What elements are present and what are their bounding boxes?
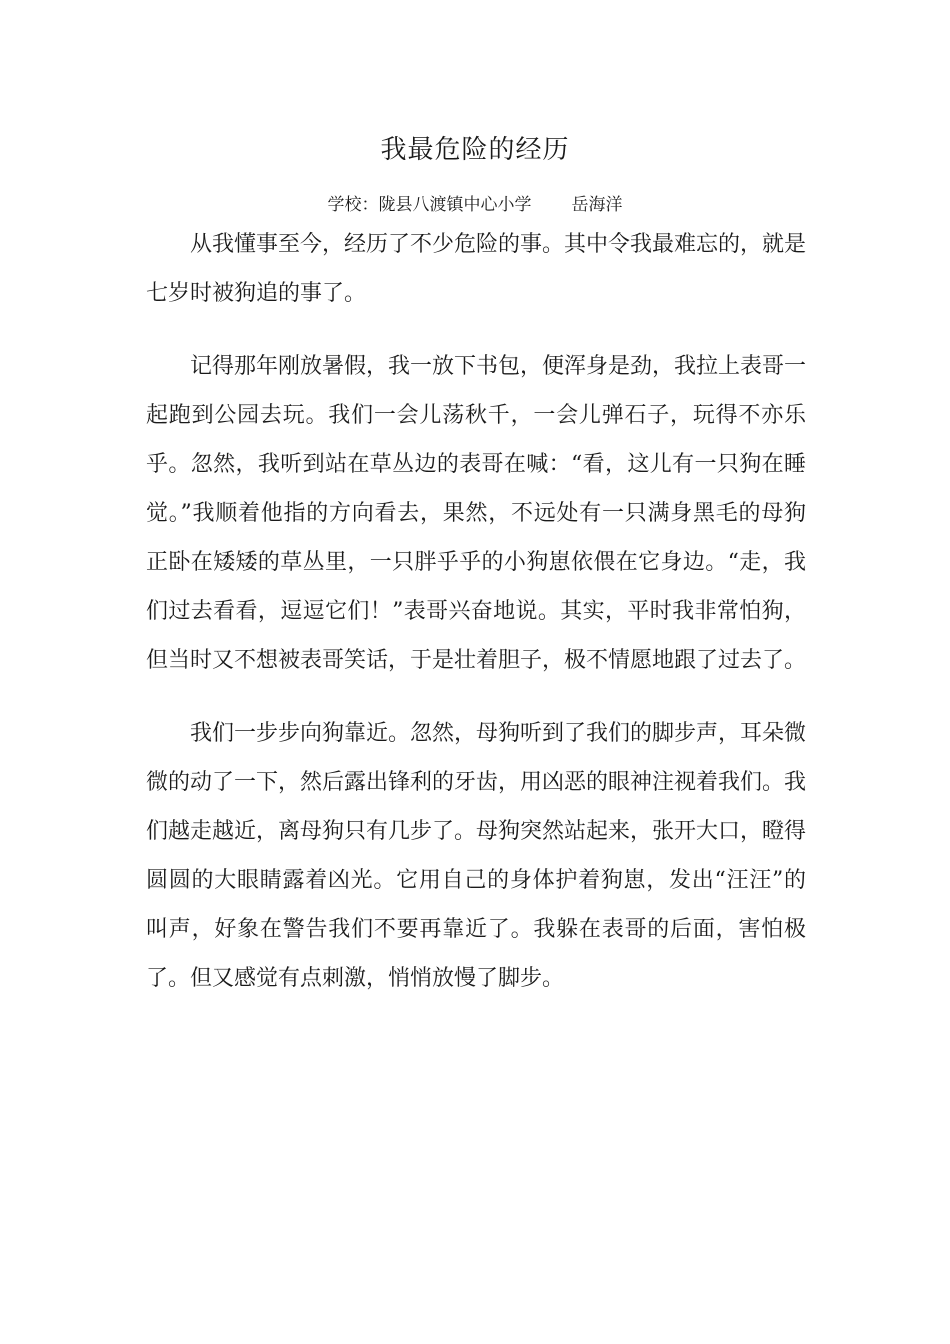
page-title: 我最危险的经历 <box>380 135 570 165</box>
paragraph-3: 我们一步步向狗靠近。忽然，母狗听到了我们的脚步声，耳朵微微的动了一下，然后露出锋利的牙齿，用凶恶的眼神注视着我们。我们越走越近，离母狗只有几步了。母狗突然站起来，张开大口，瞪得圆圆的大眼睛露着凶光。它用自己的身体护着狗崽，发出“汪汪”的叫声，好象在警告我们不要再靠近了。我躲在表哥的后面，害怕极了。但又感觉有点刺激，悄悄放慢了脚步。 <box>146 721 807 991</box>
author-name: 岳海洋 <box>571 195 623 215</box>
byline <box>0 191 950 219</box>
paragraph-2: 记得那年刚放暑假，我一放下书包，便浑身是劲，我拉上表哥一起跑到公园去玩。我们一会儿荡秋千，一会儿弹石子，玩得不亦乐乎。忽然，我听到站在草丛边的表哥在喊：“看，这儿有一只狗在睡觉。”我顺着他指的方向看去，果然，不远处有一只满身黑毛的母狗正卧在矮矮的草丛里，一只胖乎乎的小狗崽依偎在它身边。“走，我们过去看看，逗逗它们！”表哥兴奋地说。其实，平时我非常怕狗，但当时又不想被表哥笑话，于是壮着胆子，极不情愿地跟了过去了。 <box>146 354 807 673</box>
essay-body <box>146 220 806 1003</box>
school-name: 学校：陇县八渡镇中心小学 <box>327 195 532 215</box>
paragraph-1: 从我懂事至今，经历了不少危险的事。其中令我最难忘的，就是七岁时被狗追的事了。 <box>146 232 807 306</box>
